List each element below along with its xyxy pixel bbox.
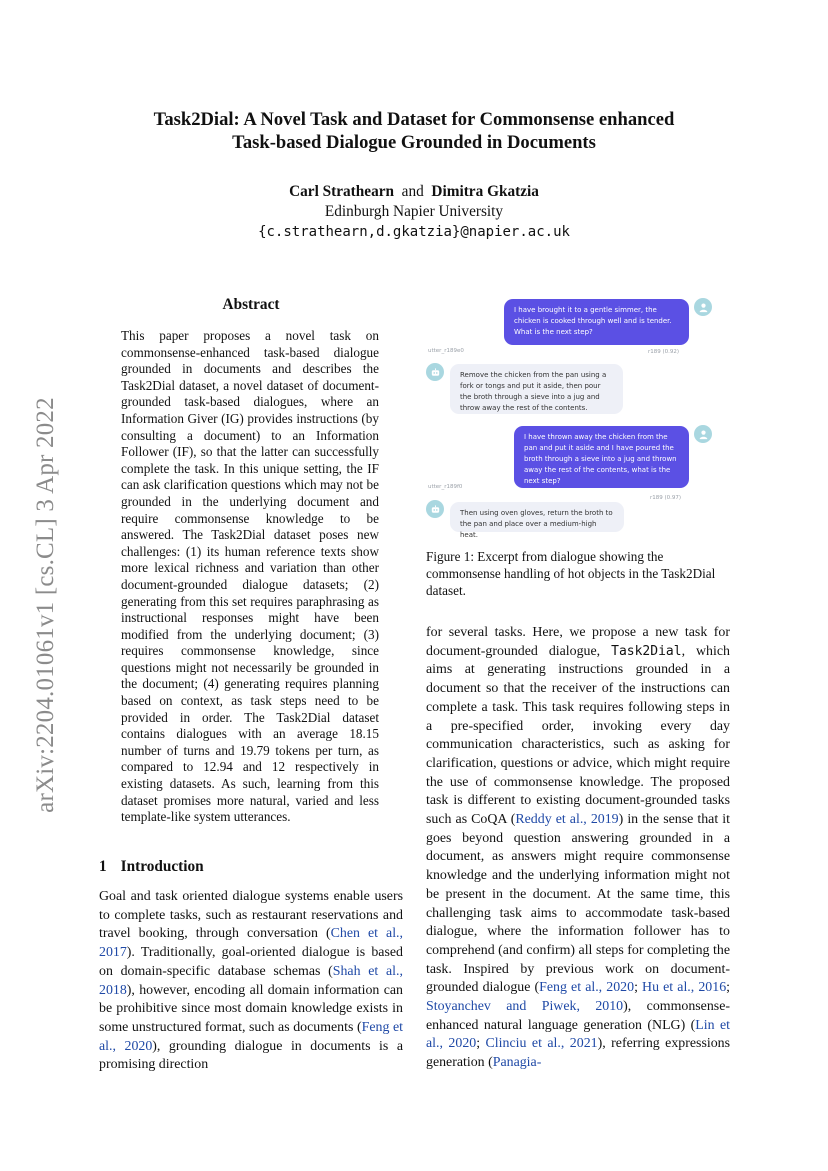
text-run: ), however, encoding all domain information can be prohibitive since most domain knowledge exists in some unstructured format, such as documents ( (99, 982, 403, 1035)
task-name: Task2Dial (611, 643, 682, 659)
abstract-body: This paper proposes a novel task on commonsense-enhanced task-based dialogue grounded in documents and describes the Task2Dial dataset, a novel dataset of document-grounded task-based dialogues, where an Information Giver (IG) provides instructions (by consulting a document) to an Information Follower (IF), so that the latter can successfully complete the task. In this unique setting, the IF can ask clarification questions which may not be grounded in the underlying document and require commonsense knowledge to be answered. The Task2Dial dataset poses new challenges: (1) its human reference texts show more lexical richness and variation than other document-grounded dialogue datasets; (2) generating from this set requires paraphrasing as instructional responses might have been modified from the underlying document; (3) requires commonsense knowledge, since questions might not necessarily be grounded in the document; (4) generating requires planning based on context, as task steps need to be provided in order. The Task2Dial dataset contains dialogues with an average 18.15 number of turns and 19.79 tokens per turn, as compared to 12.94 and 12 respectively in existing datasets. As such, learning from this dataset promises more natural, varied and less template-like system utterances. (121, 328, 379, 825)
text-run: , which aims at generating instructions grounded in a document so that the receiver of the instructions can complete a task. This task requires following steps in a pre-specified order, invoking every day communication characteristics, such as asking for clarification, questions or advice, which might require the use of commonsense knowledge. The proposed task is different to existing document-grounded tasks such as CoQA ( (426, 643, 730, 828)
figure-dialogue (420, 292, 732, 537)
citation-link[interactable]: Clinciu et al., 2021 (485, 1036, 598, 1052)
text-run: ; (476, 1036, 486, 1052)
text-run: ), grounding dialogue in documents is a promising direction (99, 1038, 403, 1073)
bot-avatar (426, 500, 444, 518)
text-run: ). Traditionally, goal-oriented dialogue is based on domain-specific database schemas ( (99, 945, 403, 979)
citation-link[interactable]: Lin et al., 2020 (426, 1017, 730, 1052)
section-heading (99, 858, 399, 876)
utterance-label: utter_r189f0 (428, 484, 463, 490)
text-run: for several tasks. Here, we propose a new task for document-grounded dialogue, (426, 625, 730, 659)
arxiv-identifier: arXiv:2204.01061v1 [cs.CL] 3 Apr 2022 (32, 397, 59, 813)
citation-link[interactable]: Shah et al., 2018 (99, 963, 403, 998)
section-number: 1 (99, 858, 107, 875)
text-run: ) in the sense that it goes beyond question answering grounded in a document, as answers might require commonsense knowledge and the underlying information might not be present in the document. At the same time, this challenging task aims to accommodate task-based dialogue, where the information follower has to comprehend (and confirm) all steps for completing the task. Inspired by previous work on document-grounded dialogue ( (426, 812, 730, 996)
citation-link[interactable]: Feng et al., 2020 (99, 1019, 403, 1054)
author-emails: {c.strathearn,d.gkatzia}@napier.ac.uk (258, 224, 570, 240)
score-label: r189 (0.92) (648, 349, 680, 355)
author-conjunction: and (401, 183, 424, 200)
person-icon (698, 302, 709, 313)
citation-link[interactable]: Feng et al., 2020 (539, 980, 635, 996)
paper-title (100, 108, 728, 154)
bot-message: Then using oven gloves, return the broth to the pan and place over a medium-high heat. (450, 502, 624, 532)
citation-link[interactable]: Hu et al., 2016 (642, 980, 727, 996)
user-avatar (694, 298, 712, 316)
author-list (100, 182, 728, 202)
citation-link[interactable]: Panagia- (492, 1055, 542, 1071)
person-icon (698, 429, 709, 440)
text-run: ), commonsense-enhanced natural language generation (NLG) ( (426, 999, 730, 1033)
bot-message: Remove the chicken from the pan using a fork or tongs and put it aside, then pour the broth through a sieve into a jug and throw away the rest of the contents. (450, 364, 623, 414)
citation-link[interactable]: Reddy et al., 2019 (515, 812, 619, 828)
robot-icon (430, 367, 441, 378)
user-avatar (694, 425, 712, 443)
score-label: r189 (0.97) (650, 495, 682, 501)
text-run: Goal and task oriented dialogue systems enable users to complete tasks, such as restaurant reservations and travel booking, through conversation ( (99, 889, 403, 942)
user-message: I have brought it to a gentle simmer, the chicken is cooked through well and is tender. What is the next step? (504, 299, 689, 345)
title-line-1: Task2Dial: A Novel Task and Dataset for Commonsense enhanced (153, 109, 675, 130)
author-1: Carl Strathearn (289, 183, 395, 200)
abstract-heading: Abstract (222, 296, 280, 313)
intro-left-column (99, 888, 403, 1075)
robot-icon (430, 504, 441, 515)
section-title: Introduction (120, 858, 204, 875)
text-run: ; (634, 980, 643, 996)
user-message: I have thrown away the chicken from the pan and put it aside and I have poured the broth through a sieve into a jug and thrown away the rest of the contents, what is the next step? (514, 426, 689, 488)
bot-avatar (426, 363, 444, 381)
affiliation: Edinburgh Napier University (324, 203, 504, 220)
text-run: ), referring expressions generation ( (426, 1036, 730, 1071)
author-2: Dimitra Gkatzia (431, 183, 539, 200)
utterance-label: utter_r189e0 (428, 348, 464, 354)
figure-caption: Figure 1: Excerpt from dialogue showing the commonsense handling of hot objects in the Task2Dial dataset. (426, 549, 716, 598)
citation-link[interactable]: Stoyanchev and Piwek, 2010 (426, 999, 624, 1015)
citation-link[interactable]: Chen et al., 2017 (99, 926, 404, 961)
text-run: ; (726, 980, 730, 996)
title-line-2: Task-based Dialogue Grounded in Documents (232, 132, 596, 153)
intro-right-column (426, 624, 730, 1073)
